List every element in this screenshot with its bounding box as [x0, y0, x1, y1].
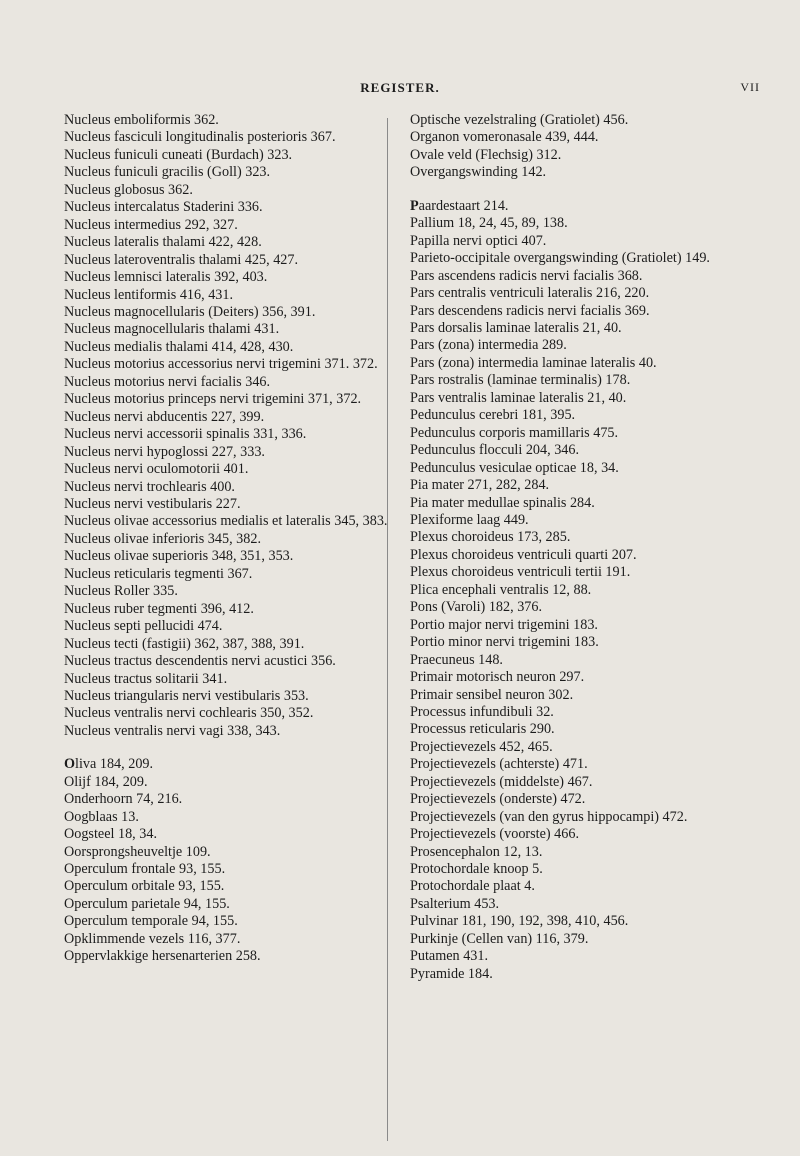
- index-entry: [64, 182, 416, 199]
- index-entry-text: Pars (zona) intermedia 289.: [410, 337, 567, 354]
- index-entry: [64, 583, 416, 600]
- index-entry-text: Nucleus ruber tegmenti 396, 412.: [64, 600, 254, 617]
- index-entry: [410, 320, 762, 337]
- index-entry-text: Pia mater 271, 282, 284.: [410, 477, 550, 494]
- index-entry-text: Projectievezels (achterste) 471.: [410, 756, 588, 773]
- index-entry-text: Nucleus medialis thalami 414, 428, 430.: [64, 338, 294, 355]
- index-entry: [64, 496, 416, 513]
- index-entry: [64, 809, 416, 826]
- index-entry-text: Plexus choroideus ventriculi tertii 191.: [410, 564, 631, 581]
- page-header: [0, 80, 800, 100]
- index-entry-text: Prosencephalon 12, 13.: [410, 843, 543, 860]
- index-entry-text: Pedunculus corporis mamillaris 475.: [410, 424, 619, 441]
- index-entry: [410, 407, 762, 424]
- index-entry: [410, 669, 762, 686]
- index-entry-text: Pedunculus cerebri 181, 395.: [410, 407, 576, 424]
- index-entry-text: Oorsprongsheuveltje 109.: [64, 843, 211, 860]
- index-entry-text: Nucleus magnocellularis (Deiters) 356, 391.: [64, 303, 316, 320]
- index-entry: [64, 948, 416, 965]
- index-entry-text: Pia mater medullae spinalis 284.: [410, 494, 595, 511]
- index-entry-text: Nucleus funiculi cuneati (Burdach) 323.: [64, 146, 293, 163]
- section-initial: O: [64, 756, 76, 773]
- index-entry-text: Optische vezelstraling (Gratiolet) 456.: [410, 112, 629, 128]
- index-entry: [410, 861, 762, 878]
- index-entry: [410, 164, 762, 181]
- running-title: REGISTER.: [360, 80, 440, 95]
- index-entry-text: Oppervlakkige hersenarterien 258.: [64, 948, 261, 965]
- index-entry-text: Pedunculus vesiculae opticae 18, 34.: [410, 459, 619, 476]
- index-entry: [64, 723, 416, 740]
- index-entry-text: Plica encephali ventralis 12, 88.: [410, 581, 592, 598]
- index-entry: [64, 391, 416, 408]
- index-entry-text: Nucleus olivae inferioris 345, 382.: [64, 530, 262, 547]
- index-entry: [64, 913, 416, 930]
- index-entry-text: Operculum frontale 93, 155.: [64, 861, 226, 878]
- index-entry-text: Pars (zona) intermedia laminae lateralis 40.: [410, 354, 657, 371]
- index-entry-text: Pons (Varoli) 182, 376.: [410, 599, 543, 616]
- index-entry-text: Nucleus tractus solitarii 341.: [64, 670, 228, 687]
- index-entry: [410, 337, 762, 354]
- index-entry: [64, 339, 416, 356]
- index-entry: [64, 409, 416, 426]
- index-entry: [410, 652, 762, 669]
- index-entry: [410, 809, 762, 826]
- index-entry-text: Nucleus lentiformis 416, 431.: [64, 286, 234, 303]
- index-entry: [64, 234, 416, 251]
- index-entry-text: Nucleus fasciculi longitudinalis posterioris 367.: [64, 129, 336, 146]
- index-entry-text: Nucleus olivae accessorius medialis et lateralis 345, 383.: [64, 513, 388, 530]
- index-entry-text: Portio major nervi trigemini 183.: [410, 616, 598, 633]
- index-entry-text: Nucleus Roller 335.: [64, 583, 178, 600]
- index-entry: [64, 444, 416, 461]
- index-entry-text: Onderhoorn 74, 216.: [64, 791, 183, 808]
- index-entry: [64, 129, 416, 146]
- index-entry-text: Pars dorsalis laminae lateralis 21, 40.: [410, 319, 622, 336]
- index-entry: [64, 548, 416, 565]
- index-entry-text: Ovale veld (Flechsig) 312.: [410, 146, 562, 163]
- index-entry: [410, 634, 762, 651]
- index-entry-text: Protochordale knoop 5.: [410, 861, 543, 878]
- index-entry: [410, 215, 762, 232]
- index-entry: [64, 896, 416, 913]
- index-entry: [410, 495, 762, 512]
- index-entry: [64, 147, 416, 164]
- index-entry: [64, 269, 416, 286]
- index-entry-text: Pars ventralis laminae lateralis 21, 40.: [410, 389, 627, 406]
- index-entry-text: Nucleus nervi accessorii spinalis 331, 336.: [64, 426, 307, 443]
- index-entry: [410, 791, 762, 808]
- index-entry-text: Nucleus ventralis nervi vagi 338, 343.: [64, 722, 281, 739]
- index-entry-text: Pulvinar 181, 190, 192, 398, 410, 456.: [410, 913, 629, 930]
- index-entry-text: Processus reticularis 290.: [410, 721, 555, 738]
- index-entry: [410, 756, 762, 773]
- index-entry-text: Pyramide 184.: [410, 965, 493, 982]
- index-entry: [410, 303, 762, 320]
- index-entry: [410, 372, 762, 389]
- index-entry: [410, 896, 762, 913]
- index-entry: [64, 252, 416, 269]
- index-entry: [410, 529, 762, 546]
- index-entry-text: Purkinje (Cellen van) 116, 379.: [410, 930, 589, 947]
- index-entry-text: Nucleus lateralis thalami 422, 428.: [64, 234, 262, 251]
- index-entry-text: Nucleus reticularis tegmenti 367.: [64, 565, 253, 582]
- index-entry: [410, 739, 762, 756]
- index-entry: [64, 374, 416, 391]
- index-entry-text: Pallium 18, 24, 45, 89, 138.: [410, 215, 568, 232]
- index-entry: [410, 931, 762, 948]
- index-entry: [410, 198, 762, 215]
- index-entry-text: Nucleus nervi vestibularis 227.: [64, 495, 241, 512]
- section-initial: P: [410, 197, 419, 214]
- index-entry: [64, 844, 416, 861]
- index-entry: [64, 513, 416, 530]
- index-entry: [64, 931, 416, 948]
- index-entry-text: Primair sensibel neuron 302.: [410, 686, 574, 703]
- index-entry: [64, 774, 416, 791]
- index-entry: [64, 112, 416, 129]
- index-entry: [64, 636, 416, 653]
- index-entry: [410, 477, 762, 494]
- index-entry-text: Plexus choroideus ventriculi quarti 207.: [410, 546, 637, 563]
- index-entry-text: Oogsteel 18, 34.: [64, 826, 157, 843]
- index-entry-text: Nucleus motorius accessorius nervi trigemini 371. 372.: [64, 356, 378, 373]
- index-entry: [64, 356, 416, 373]
- index-entry-text: Pedunculus flocculi 204, 346.: [410, 442, 580, 459]
- index-entry-text: Projectievezels (onderste) 472.: [410, 791, 586, 808]
- index-entry-text: Projectievezels (voorste) 466.: [410, 826, 580, 843]
- index-entry: [64, 653, 416, 670]
- index-entry-text: Projectievezels 452, 465.: [410, 738, 553, 755]
- index-entry: [410, 617, 762, 634]
- index-entry: [410, 564, 762, 581]
- index-entry: [410, 948, 762, 965]
- index-entry-text: Processus infundibuli 32.: [410, 703, 554, 720]
- index-entry: [410, 721, 762, 738]
- index-entry-text: Protochordale plaat 4.: [410, 878, 535, 895]
- index-entry-text: aardestaart 214.: [418, 197, 509, 214]
- index-column-left: [64, 112, 416, 966]
- index-entry: [410, 285, 762, 302]
- index-entry-text: Nucleus funiculi gracilis (Goll) 323.: [64, 164, 271, 181]
- section-gap: [410, 182, 762, 198]
- index-entry-text: Portio minor nervi trigemini 183.: [410, 634, 599, 651]
- index-entry: [410, 774, 762, 791]
- index-entry: [410, 129, 762, 146]
- index-entry: [410, 826, 762, 843]
- index-entry-text: liva 184, 209.: [75, 756, 154, 773]
- index-entry: [64, 671, 416, 688]
- index-entry: [410, 878, 762, 895]
- index-entry-text: Praecuneus 148.: [410, 651, 503, 668]
- index-entry-text: Projectievezels (middelste) 467.: [410, 773, 593, 790]
- section-gap: [64, 740, 416, 756]
- index-entry-text: Nucleus nervi hypoglossi 227, 333.: [64, 443, 265, 460]
- index-entry-text: Pars centralis ventriculi lateralis 216, 220.: [410, 285, 650, 302]
- index-entry: [64, 826, 416, 843]
- index-entry-text: Nucleus emboliformis 362.: [64, 112, 219, 128]
- index-entry-text: Nucleus olivae superioris 348, 351, 353.: [64, 548, 294, 565]
- index-entry-text: Nucleus ventralis nervi cochlearis 350, 352.: [64, 705, 314, 722]
- column-divider: [387, 118, 388, 1141]
- index-entry-text: Operculum parietale 94, 155.: [64, 895, 230, 912]
- index-entry-text: Parieto-occipitale overgangswinding (Gratiolet) 149.: [410, 250, 710, 267]
- index-entry: [64, 756, 416, 773]
- index-entry: [64, 878, 416, 895]
- index-entry-text: Overgangswinding 142.: [410, 164, 547, 181]
- index-entry-text: Plexus choroideus 173, 285.: [410, 529, 571, 546]
- index-entry-text: Papilla nervi optici 407.: [410, 232, 547, 249]
- index-entry: [64, 426, 416, 443]
- index-entry: [410, 112, 762, 129]
- index-entry-text: Olijf 184, 209.: [64, 773, 148, 790]
- index-entry-text: Operculum temporale 94, 155.: [64, 913, 238, 930]
- index-entry: [410, 844, 762, 861]
- index-entry-text: Nucleus nervi abducentis 227, 399.: [64, 408, 265, 425]
- index-entry: [410, 233, 762, 250]
- index-entry-text: Nucleus intermedius 292, 327.: [64, 216, 238, 233]
- index-entry-text: Pars rostralis (laminae terminalis) 178.: [410, 372, 631, 389]
- index-entry-text: Nucleus motorius nervi facialis 346.: [64, 373, 271, 390]
- index-entry-text: Projectievezels (van den gyrus hippocampi) 472.: [410, 808, 688, 825]
- index-entry-text: Operculum orbitale 93, 155.: [64, 878, 225, 895]
- index-entry: [410, 425, 762, 442]
- index-entry: [410, 704, 762, 721]
- index-entry: [64, 861, 416, 878]
- index-entry: [410, 268, 762, 285]
- index-entry: [410, 355, 762, 372]
- index-entry: [64, 531, 416, 548]
- index-column-right: [410, 112, 762, 983]
- index-entry: [410, 599, 762, 616]
- index-entry-text: Plexiforme laag 449.: [410, 511, 529, 528]
- index-entry: [410, 442, 762, 459]
- index-entry: [64, 321, 416, 338]
- index-entry-text: Nucleus tractus descendentis nervi acustici 356.: [64, 653, 336, 670]
- index-entry: [410, 966, 762, 983]
- index-entry: [64, 566, 416, 583]
- page-number: VII: [740, 80, 760, 94]
- index-entry: [64, 217, 416, 234]
- index-entry: [410, 250, 762, 267]
- index-entry: [64, 199, 416, 216]
- index-entry: [410, 512, 762, 529]
- index-entry: [410, 582, 762, 599]
- index-entry: [64, 287, 416, 304]
- index-entry-text: Nucleus magnocellularis thalami 431.: [64, 321, 280, 338]
- index-entry-text: Nucleus nervi trochlearis 400.: [64, 478, 235, 495]
- index-entry-text: Nucleus lateroventralis thalami 425, 427.: [64, 251, 299, 268]
- index-entry-text: Pars ascendens radicis nervi facialis 368.: [410, 267, 643, 284]
- index-entry: [410, 460, 762, 477]
- index-entry: [410, 147, 762, 164]
- index-entry: [64, 688, 416, 705]
- index-entry-text: Nucleus lemnisci lateralis 392, 403.: [64, 269, 268, 286]
- index-entry: [410, 913, 762, 930]
- index-entry-text: Organon vomeronasale 439, 444.: [410, 129, 599, 146]
- index-entry: [410, 687, 762, 704]
- index-entry-text: Nucleus nervi oculomotorii 401.: [64, 461, 249, 478]
- index-entry-text: Putamen 431.: [410, 948, 489, 965]
- index-entry: [64, 791, 416, 808]
- index-entry-text: Nucleus motorius princeps nervi trigemini 371, 372.: [64, 391, 362, 408]
- index-entry: [64, 705, 416, 722]
- index-entry: [64, 618, 416, 635]
- index-entry-text: Psalterium 453.: [410, 895, 500, 912]
- index-entry-text: Nucleus globosus 362.: [64, 181, 193, 198]
- index-entry: [410, 390, 762, 407]
- index-entry-text: Nucleus intercalatus Staderini 336.: [64, 199, 263, 216]
- index-entry-text: Opklimmende vezels 116, 377.: [64, 930, 241, 947]
- index-entry: [64, 601, 416, 618]
- index-entry: [64, 304, 416, 321]
- index-entry-text: Oogblaas 13.: [64, 808, 139, 825]
- index-entry-text: Nucleus septi pellucidi 474.: [64, 618, 223, 635]
- index-entry: [64, 164, 416, 181]
- index-entry: [410, 547, 762, 564]
- index-entry-text: Pars descendens radicis nervi facialis 369.: [410, 302, 650, 319]
- index-entry-text: Nucleus tecti (fastigii) 362, 387, 388, 391.: [64, 635, 305, 652]
- index-entry: [64, 479, 416, 496]
- index-entry-text: Primair motorisch neuron 297.: [410, 669, 585, 686]
- index-entry-text: Nucleus triangularis nervi vestibularis 353.: [64, 687, 309, 704]
- index-entry: [64, 461, 416, 478]
